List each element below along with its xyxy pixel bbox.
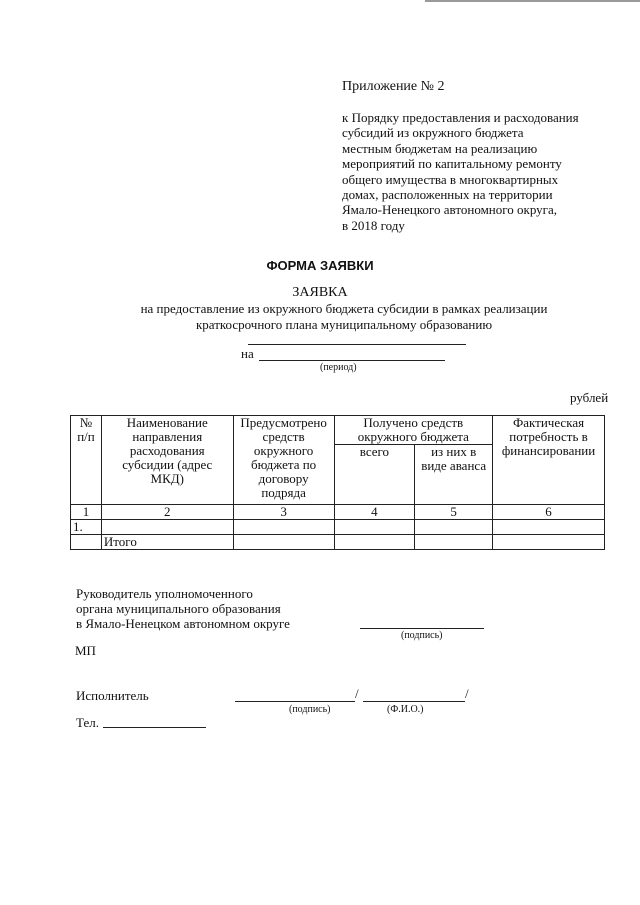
table-numbering-row: [71, 505, 605, 520]
header-received: Получено средств окружного бюджета: [334, 416, 492, 445]
table-cell[interactable]: [415, 535, 493, 550]
header-advance: из них в виде аванса: [415, 445, 493, 505]
na-label: на: [241, 346, 254, 361]
application-subtitle: [100, 301, 588, 332]
head-signatory-line: Руководитель уполномоченного: [76, 586, 253, 601]
application-table: [70, 415, 605, 550]
order-line: к Порядку предоставления и расходования: [342, 110, 579, 125]
executor-fio-caption: (Ф.И.О.): [387, 704, 424, 715]
header-name: Наименование направления расходования субсидии (адрес МКД): [101, 416, 233, 505]
header-total: всего: [334, 445, 415, 505]
table-cell[interactable]: [233, 535, 334, 550]
phone-label: Тел.: [76, 715, 99, 730]
period-caption: (период): [320, 362, 357, 373]
order-line: домах, расположенных на территории: [342, 187, 553, 203]
col-number: 1: [71, 505, 102, 520]
table-row: [71, 520, 605, 535]
table-total-row: [71, 535, 605, 550]
application-title: ЗАЯВКА: [292, 285, 348, 300]
units-label: рублей: [570, 390, 609, 405]
order-line: Ямало-Ненецкого автономного округа,: [342, 202, 558, 218]
head-signature-caption: (подпись): [401, 630, 443, 641]
stamp-place-label: МП: [75, 643, 96, 658]
header-need: Фактическая потребность в финансировании: [493, 416, 605, 505]
order-reference: [342, 110, 622, 233]
appendix-title: Приложение № 2: [342, 79, 445, 94]
col-number: 2: [101, 505, 233, 520]
total-label: Итого: [101, 535, 233, 550]
application-subtitle-line: на предоставление из окружного бюджета субсидии в рамках реализации: [140, 301, 548, 316]
phone-blank[interactable]: [103, 727, 206, 728]
head-signatory-line: органа муниципального образования: [76, 601, 281, 616]
head-signatory-line: в Ямало-Ненецком автономном округе: [76, 616, 290, 631]
slash: /: [465, 686, 469, 701]
executor-signature-caption: (подпись): [289, 704, 331, 715]
executor-signature-blank[interactable]: [235, 701, 355, 702]
head-signature-blank[interactable]: [360, 628, 484, 629]
order-line: мероприятий по капитальному ремонту: [342, 156, 562, 172]
col-number: 4: [334, 505, 415, 520]
slash: /: [355, 686, 359, 701]
table-cell[interactable]: [493, 535, 605, 550]
table-cell[interactable]: [233, 520, 334, 535]
table-cell[interactable]: [334, 535, 415, 550]
col-number: 3: [233, 505, 334, 520]
head-signatory: [76, 586, 290, 631]
municipality-blank[interactable]: [248, 344, 466, 345]
table-cell[interactable]: [101, 520, 233, 535]
application-subtitle-line: краткосрочного плана муниципальному образованию: [195, 316, 493, 332]
header-num: № п/п: [71, 416, 102, 505]
order-line: субсидий из окружного бюджета: [342, 125, 524, 141]
order-line: в 2018 году: [342, 217, 405, 233]
table-cell[interactable]: [493, 520, 605, 535]
header-planned: Предусмотрено средств окружного бюджета по договору подряда: [233, 416, 334, 505]
executor-label: Исполнитель: [76, 688, 149, 703]
table-cell[interactable]: [415, 520, 493, 535]
order-line: общего имущества в многоквартирных: [342, 171, 559, 187]
row-number: 1.: [71, 520, 102, 535]
col-number: 6: [493, 505, 605, 520]
top-edge-line: [425, 0, 640, 2]
order-line: местным бюджетам на реализацию: [342, 140, 538, 156]
col-number: 5: [415, 505, 493, 520]
executor-fio-blank[interactable]: [363, 701, 465, 702]
table-cell[interactable]: [334, 520, 415, 535]
table-header-row: [71, 416, 605, 445]
period-blank[interactable]: [259, 360, 445, 361]
table-cell: [71, 535, 102, 550]
form-title: ФОРМА ЗАЯВКИ: [266, 258, 374, 273]
